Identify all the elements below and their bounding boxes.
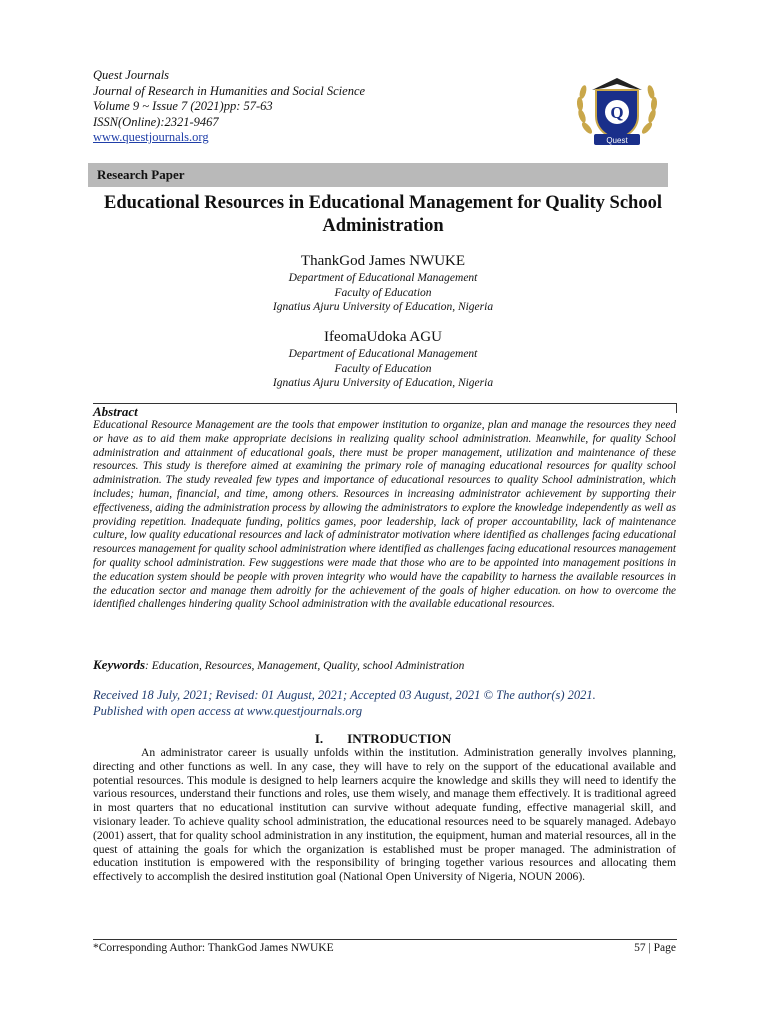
author-block-1 [88, 252, 678, 315]
journal-info [93, 68, 365, 146]
corresponding-author: *Corresponding Author: ThankGod James NWUKE [93, 942, 334, 954]
journal-name: Quest Journals [93, 68, 170, 82]
received-line: Received 18 July, 2021; Revised: 01 August, 2021; Accepted 03 August, 2021 © The author(s) 2021. [93, 688, 596, 702]
logo-letter: Q [610, 103, 624, 122]
keywords-text: : Education, Resources, Management, Quality, school Administration [145, 660, 465, 672]
abstract-divider-tick [676, 403, 677, 413]
journal-issn: ISSN(Online):2321-9467 [93, 114, 219, 129]
author-name: IfeomaUdoka AGU [324, 329, 442, 345]
abstract-section [93, 404, 676, 612]
research-paper-banner [88, 163, 668, 187]
journal-url-link[interactable]: www.questjournals.org [93, 130, 209, 144]
introduction-paragraph: An administrator career is usually unfolds within the institution. Administration generally involves planning, directing and other functions as well. In any case, they will have to rely on the support of the educational available and potential resources. This module is designed to help learners acquire the knowledge and skills they will need to identify the various resources, understand their functions and roles, use them wisely, and manage them effectively. It is traditional agreed in most quarters that no educational institution can survive without adequate funding, effective managerial skill, and visionary leader. To achieve quality school administration, the educational resources need to be squarely managed. Adebayo (2001) assert, that for quality school administration in any institution, the equipment, human and material resources, all in the quest of attaining the goals for which the organization is established must be proper managed. The administration of education institution is empowered with the responsibility of bringing together various resources and allocating them effectively to accomplish the desired institution goal (National Open University of Nigeria, NOUN 2006). [93, 746, 676, 884]
eagle-icon [592, 78, 642, 90]
logo-ribbon-text: Quest [606, 136, 628, 145]
quest-journals-logo [572, 72, 662, 150]
section-number: I. [314, 731, 324, 746]
author-block-2 [88, 328, 678, 391]
paper-title: Educational Resources in Educational Management for Quality School Administration [104, 193, 662, 236]
author-university: Ignatius Ajuru University of Education, Nigeria [272, 377, 494, 389]
author-university: Ignatius Ajuru University of Education, Nigeria [272, 301, 494, 313]
journal-title: Journal of Research in Humanities and Social Science [93, 83, 366, 98]
keywords-line [93, 658, 676, 673]
keywords-label: Keywords [93, 657, 145, 672]
banner-label: Research Paper [97, 167, 185, 182]
page-number: 57 | Page [634, 942, 676, 954]
journal-volume: Volume 9 ~ Issue 7 (2021)pp: 57-63 [93, 99, 273, 113]
author-department: Department of Educational Management [288, 272, 478, 284]
author-faculty: Faculty of Education [334, 362, 432, 375]
section-title: INTRODUCTION [347, 731, 452, 746]
abstract-heading: Abstract [93, 404, 138, 419]
received-dates [93, 688, 683, 719]
author-department: Department of Educational Management [288, 348, 478, 360]
footer-divider [93, 939, 677, 940]
section-heading [88, 731, 678, 747]
author-faculty: Faculty of Education [334, 286, 432, 299]
abstract-text: Educational Resource Management are the tools that empower institution to organize, plan and manage the resources they need or have as to aid them make appropriate decisions in realizing quality school administration. Meanwhile, for quality School administration and attainment of educational goals, there must be proper management, utilization and maintenance of these resources. This study is therefore aimed at examining the primary role of managing educational resources for quality school administration. The study revealed few types and importance of educational resources to quality School administration, which includes; human, financial, and time, among others. Resources in increasing administrator achievement by supporting their effectiveness, aiding the administration process by allowing the administrators to explore the knowledge independently as well as providing repetition. Inadequate funding, politics games, poor leadership, lack of proper accountability, lack of maintenance culture, low quality educational resources and lack of administrator motivation where identified as challenges facing educational resources management for quality school administration where identified as challenges facing educational resources management for quality school administration. Few suggestions were made that those who are to be appointed into management positions in the education system should be people with proven integrity who would have the capability to harness the available resources in the education sector and manage them adroitly for the achievement of the goals of higher education. on how to overcome the identified challenges hindering quality School administration with the available educational resources. [93, 419, 677, 611]
author-name: ThankGod James NWUKE [300, 253, 466, 269]
open-access-line: Published with open access at www.questjournals.org [93, 703, 363, 718]
